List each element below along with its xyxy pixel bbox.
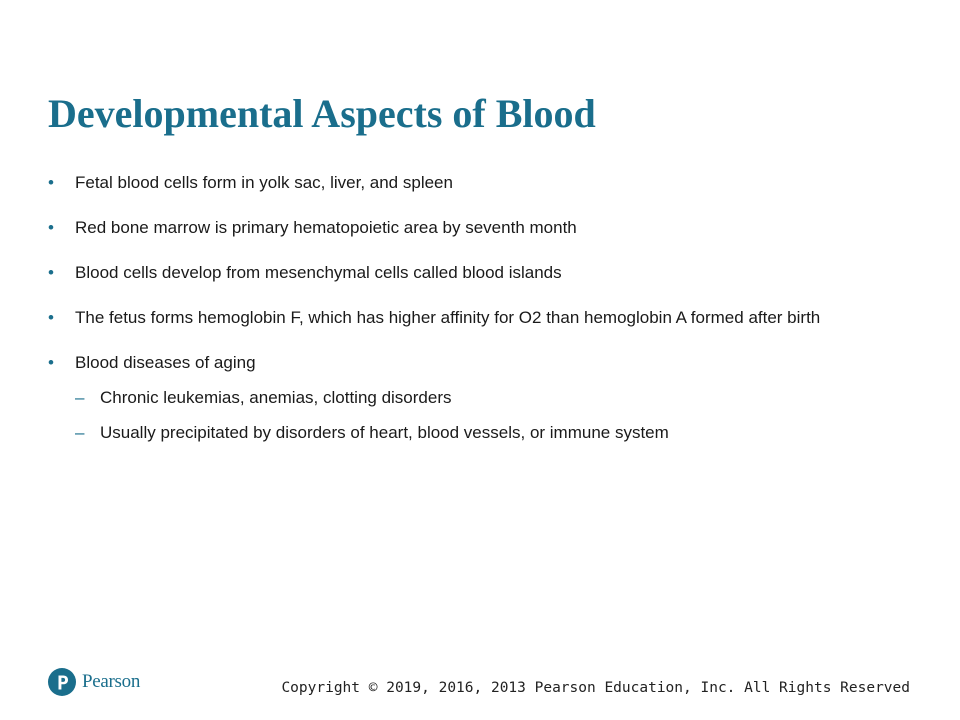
bullet-list (48, 172, 908, 467)
bullet-item (48, 172, 908, 193)
bullet-marker: • (48, 353, 54, 372)
bullet-text: Blood diseases of aging (75, 353, 256, 372)
sub-bullet-item (75, 387, 908, 408)
pearson-logo-text: Pearson (82, 671, 141, 692)
bullet-marker: • (48, 218, 54, 237)
bullet-text: Blood cells develop from mesenchymal cells called blood islands (75, 263, 562, 282)
bullet-item (48, 217, 908, 238)
bullet-text: The fetus forms hemoglobin F, which has higher affinity for O2 than hemoglobin A formed after birth (75, 308, 821, 327)
bullet-marker: • (48, 308, 54, 327)
bullet-marker: • (48, 263, 54, 282)
sub-bullet-text: Chronic leukemias, anemias, clotting disorders (100, 388, 452, 407)
slide-title: Developmental Aspects of Blood (48, 91, 596, 136)
pearson-logo (48, 668, 140, 696)
sub-bullet-item (75, 422, 908, 443)
sub-bullet-marker: – (75, 423, 85, 442)
bullet-item (48, 307, 908, 328)
bullet-marker: • (48, 173, 54, 192)
sub-bullet-text: Usually precipitated by disorders of heart, blood vessels, or immune system (100, 423, 669, 442)
bullet-text: Fetal blood cells form in yolk sac, liver, and spleen (75, 173, 453, 192)
bullet-item (48, 262, 908, 283)
copyright-notice: Copyright © 2019, 2016, 2013 Pearson Education, Inc. All Rights Reserved (281, 680, 910, 696)
pearson-p-logo-icon (48, 668, 76, 696)
bullet-text: Red bone marrow is primary hematopoietic area by seventh month (75, 218, 577, 237)
bullet-item (48, 352, 908, 443)
sub-bullet-list (75, 387, 908, 443)
sub-bullet-marker: – (75, 388, 85, 407)
